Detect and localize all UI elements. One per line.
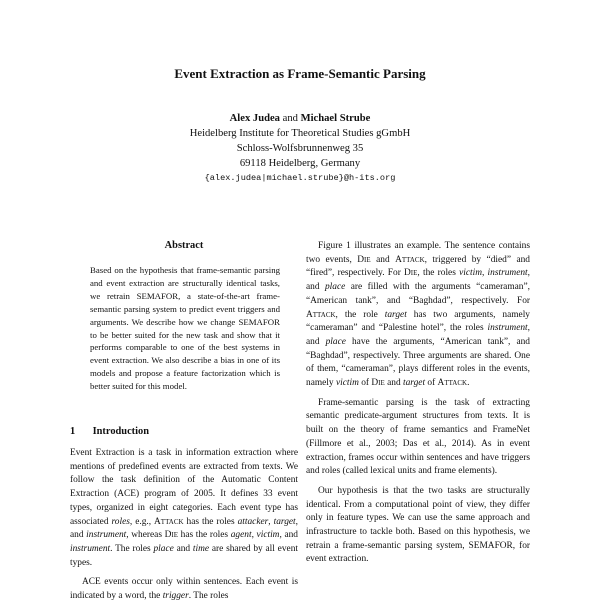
author-1: Alex Judea (229, 113, 280, 124)
intro-paragraph-1: Event Extraction is a task in information extraction where mentions of predefined events are extracted from texts. We follow the task definition of the Automatic Content Extraction (ACE) program of 2005. It defines 33 event types, organized in eight categories. Each event type has associated roles, e.g., Attack has the roles attacker, target, and instrument, whereas Die has the roles agent, victim, and instrument. The roles place and time are shared by all event types. (70, 448, 298, 568)
author-block (0, 111, 600, 186)
author-conjunction: and (282, 113, 298, 124)
section-number: 1 (70, 426, 76, 437)
abstract-heading: Abstract (164, 240, 204, 251)
intro-paragraph-2: ACE events occur only within sentences. Each event is indicated by a word, the trigger. The roles (70, 577, 298, 602)
section-title: Introduction (92, 426, 150, 437)
section-heading-introduction (70, 426, 298, 437)
paper-title: Event Extraction as Frame-Semantic Parsing (174, 66, 426, 81)
right-paragraph-1: Figure 1 illustrates an example. The sentence contains two events, Die and Attack, triggered by “died” and “fired”, respectively. For Die, the roles victim, instrument, and place are filled with the arguments “cameraman”, “American tank”, and “Baghdad”, respectively. For Attack, the role target has two arguments, namely “cameraman” and “Palestine hotel”, the roles instrument, and place have the arguments, “American tank”, and “Baghdad”, respectively. Three arguments are shared. One of them, “cameraman”, plays different roles in the events, namely victim of Die and target of Attack. (306, 241, 530, 389)
address-city: 69118 Heidelberg, Germany (239, 158, 361, 169)
right-column-body (306, 240, 530, 573)
author-email: {alex.judea|michael.strube}@h-its.org (204, 173, 396, 183)
right-paragraph-2: Frame-semantic parsing is the task of extracting semantic predicate-argument structures from texts. It is built on the theory of frame semantics and FrameNet (Fillmore et al., 2003; Das et al., 2014). As in event extraction, frames occur within sentences and have triggers and roles (called lexical units and frame elements). (306, 397, 530, 477)
right-paragraph-3: Our hypothesis is that the two tasks are structurally identical. From a computational point of view, they differ only in feature types. We can use the same approach and infrastructure to tackle both. Based on this hypothesis, we retrain a frame-semantic parsing system, SEMAFOR, for event extraction. (306, 485, 530, 565)
left-column-body (70, 447, 298, 610)
author-2: Michael Strube (300, 113, 371, 124)
abstract-text: Based on the hypothesis that frame-semantic parsing and event extraction are structurally identical tasks, we retrain SEMAFOR, a state-of-the-art frame-semantic parsing system to predict event triggers and arguments. We describe how we change SEMAFOR to be better suited for the new task and show that it performs comparable to one of the best systems in event extraction. We also describe a bias in one of its models and propose a feature factorization which is better suited for this model. (90, 265, 280, 392)
affiliation: Heidelberg Institute for Theoretical Studies gGmbH (189, 128, 411, 139)
author-names (0, 111, 600, 126)
address-street: Schloss-Wolfsbrunnenweg 35 (236, 143, 364, 154)
